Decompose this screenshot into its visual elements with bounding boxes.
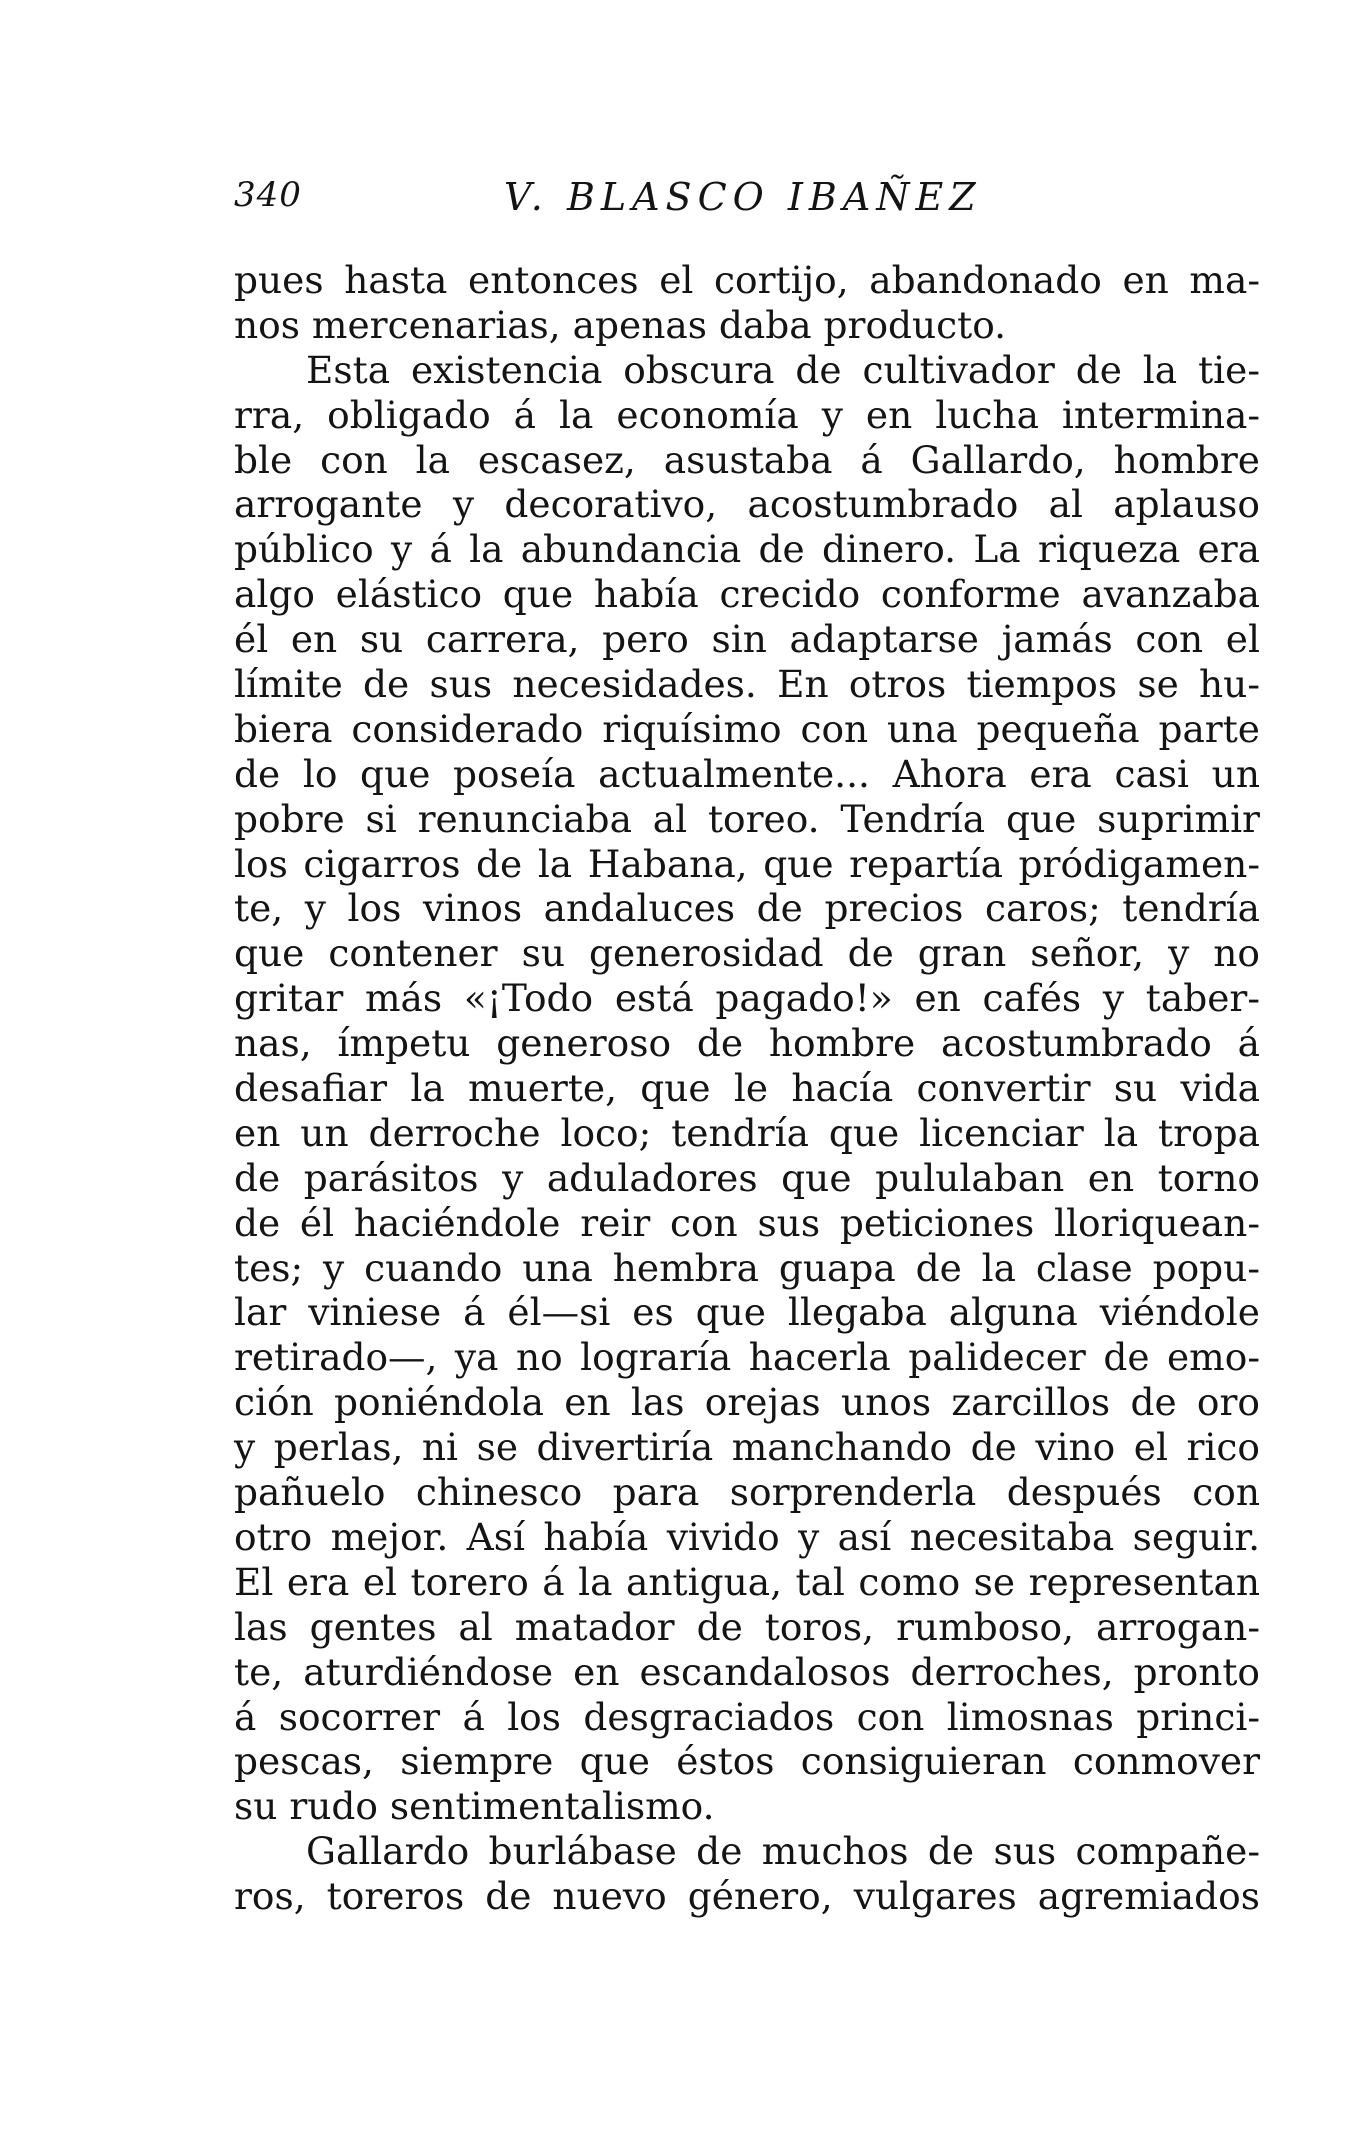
text-line: arrogante y decorativo, acostumbrado al aplauso: [234, 482, 1260, 527]
text-line: pobre si renunciaba al toreo. Tendría que suprimir: [234, 796, 1260, 841]
text-line: las gentes al matador de toros, rumboso, arrogan-: [234, 1604, 1260, 1649]
text-line: pues hasta entonces el cortijo, abandonado en ma-: [234, 258, 1260, 302]
page-number: 340: [234, 175, 302, 215]
text-line: él en su carrera, pero sin adaptarse jamás con el: [234, 617, 1260, 662]
text-line: y perlas, ni se divertiría manchando de vino el rico: [234, 1425, 1260, 1470]
text-line: de parásitos y aduladores que pululaban en torno: [234, 1155, 1260, 1200]
text-line: ble con la escasez, asustaba á Gallardo, hombre: [234, 437, 1260, 482]
text-line: retirado—, ya no lograría hacerla palidecer de emo-: [234, 1335, 1260, 1380]
text-line: algo elástico que había crecido conforme avanzaba: [234, 572, 1260, 617]
text-line: los cigarros de la Habana, que repartía pródigamen-: [234, 841, 1260, 886]
text-line: El era el torero á la antigua, tal como se representan: [234, 1559, 1260, 1604]
running-title: V. BLASCO IBAÑEZ: [504, 175, 982, 219]
text-line: biera considerado riquísimo con una pequeña parte: [234, 706, 1260, 751]
text-line: desafiar la muerte, que le hacía convertir su vida: [234, 1066, 1260, 1111]
paragraph-start-line: Esta existencia obscura de cultivador de la tie-: [306, 347, 1260, 392]
text-line: nas, ímpetu generoso de hombre acostumbrado á: [234, 1021, 1260, 1066]
paragraph-start-line: Gallardo burlábase de muchos de sus compañe-: [306, 1829, 1260, 1874]
text-line: gritar más «¡Todo está pagado!» en cafés y taber-: [234, 976, 1260, 1021]
text-line: público y á la abundancia de dinero. La riqueza era: [234, 527, 1260, 572]
text-line: tes; y cuando una hembra guapa de la clase popu-: [234, 1245, 1260, 1290]
text-line: su rudo sentimentalismo.: [234, 1784, 715, 1829]
text-line: en un derroche loco; tendría que licenciar la tropa: [234, 1110, 1260, 1155]
text-line: de él haciéndole reir con sus peticiones lloriquean-: [234, 1200, 1260, 1245]
running-head: [234, 175, 1014, 235]
body-text: [234, 258, 1260, 1919]
text-line: de lo que poseía actualmente... Ahora era casi un: [234, 751, 1260, 796]
text-line: á socorrer á los desgraciados con limosnas princi-: [234, 1694, 1260, 1739]
text-line: ros, toreros de nuevo género, vulgares agremiados: [234, 1874, 1260, 1919]
text-line: te, aturdiéndose en escandalosos derroches, pronto: [234, 1649, 1260, 1694]
text-line: rra, obligado á la economía y en lucha intermina-: [234, 392, 1260, 437]
text-line: te, y los vinos andaluces de precios caros; tendría: [234, 886, 1260, 931]
text-line: pañuelo chinesco para sorprenderla después con: [234, 1470, 1260, 1515]
text-line: lar viniese á él—si es que llegaba alguna viéndole: [234, 1290, 1260, 1335]
text-line: pescas, siempre que éstos consiguieran conmover: [234, 1739, 1260, 1784]
text-line: ción poniéndola en las orejas unos zarcillos de oro: [234, 1380, 1260, 1425]
text-line: otro mejor. Así había vivido y así necesitaba seguir.: [234, 1514, 1260, 1559]
text-line: límite de sus necesidades. En otros tiempos se hu-: [234, 662, 1260, 707]
text-line: que contener su generosidad de gran señor, y no: [234, 931, 1260, 976]
text-line: nos mercenarias, apenas daba producto.: [234, 302, 1007, 347]
